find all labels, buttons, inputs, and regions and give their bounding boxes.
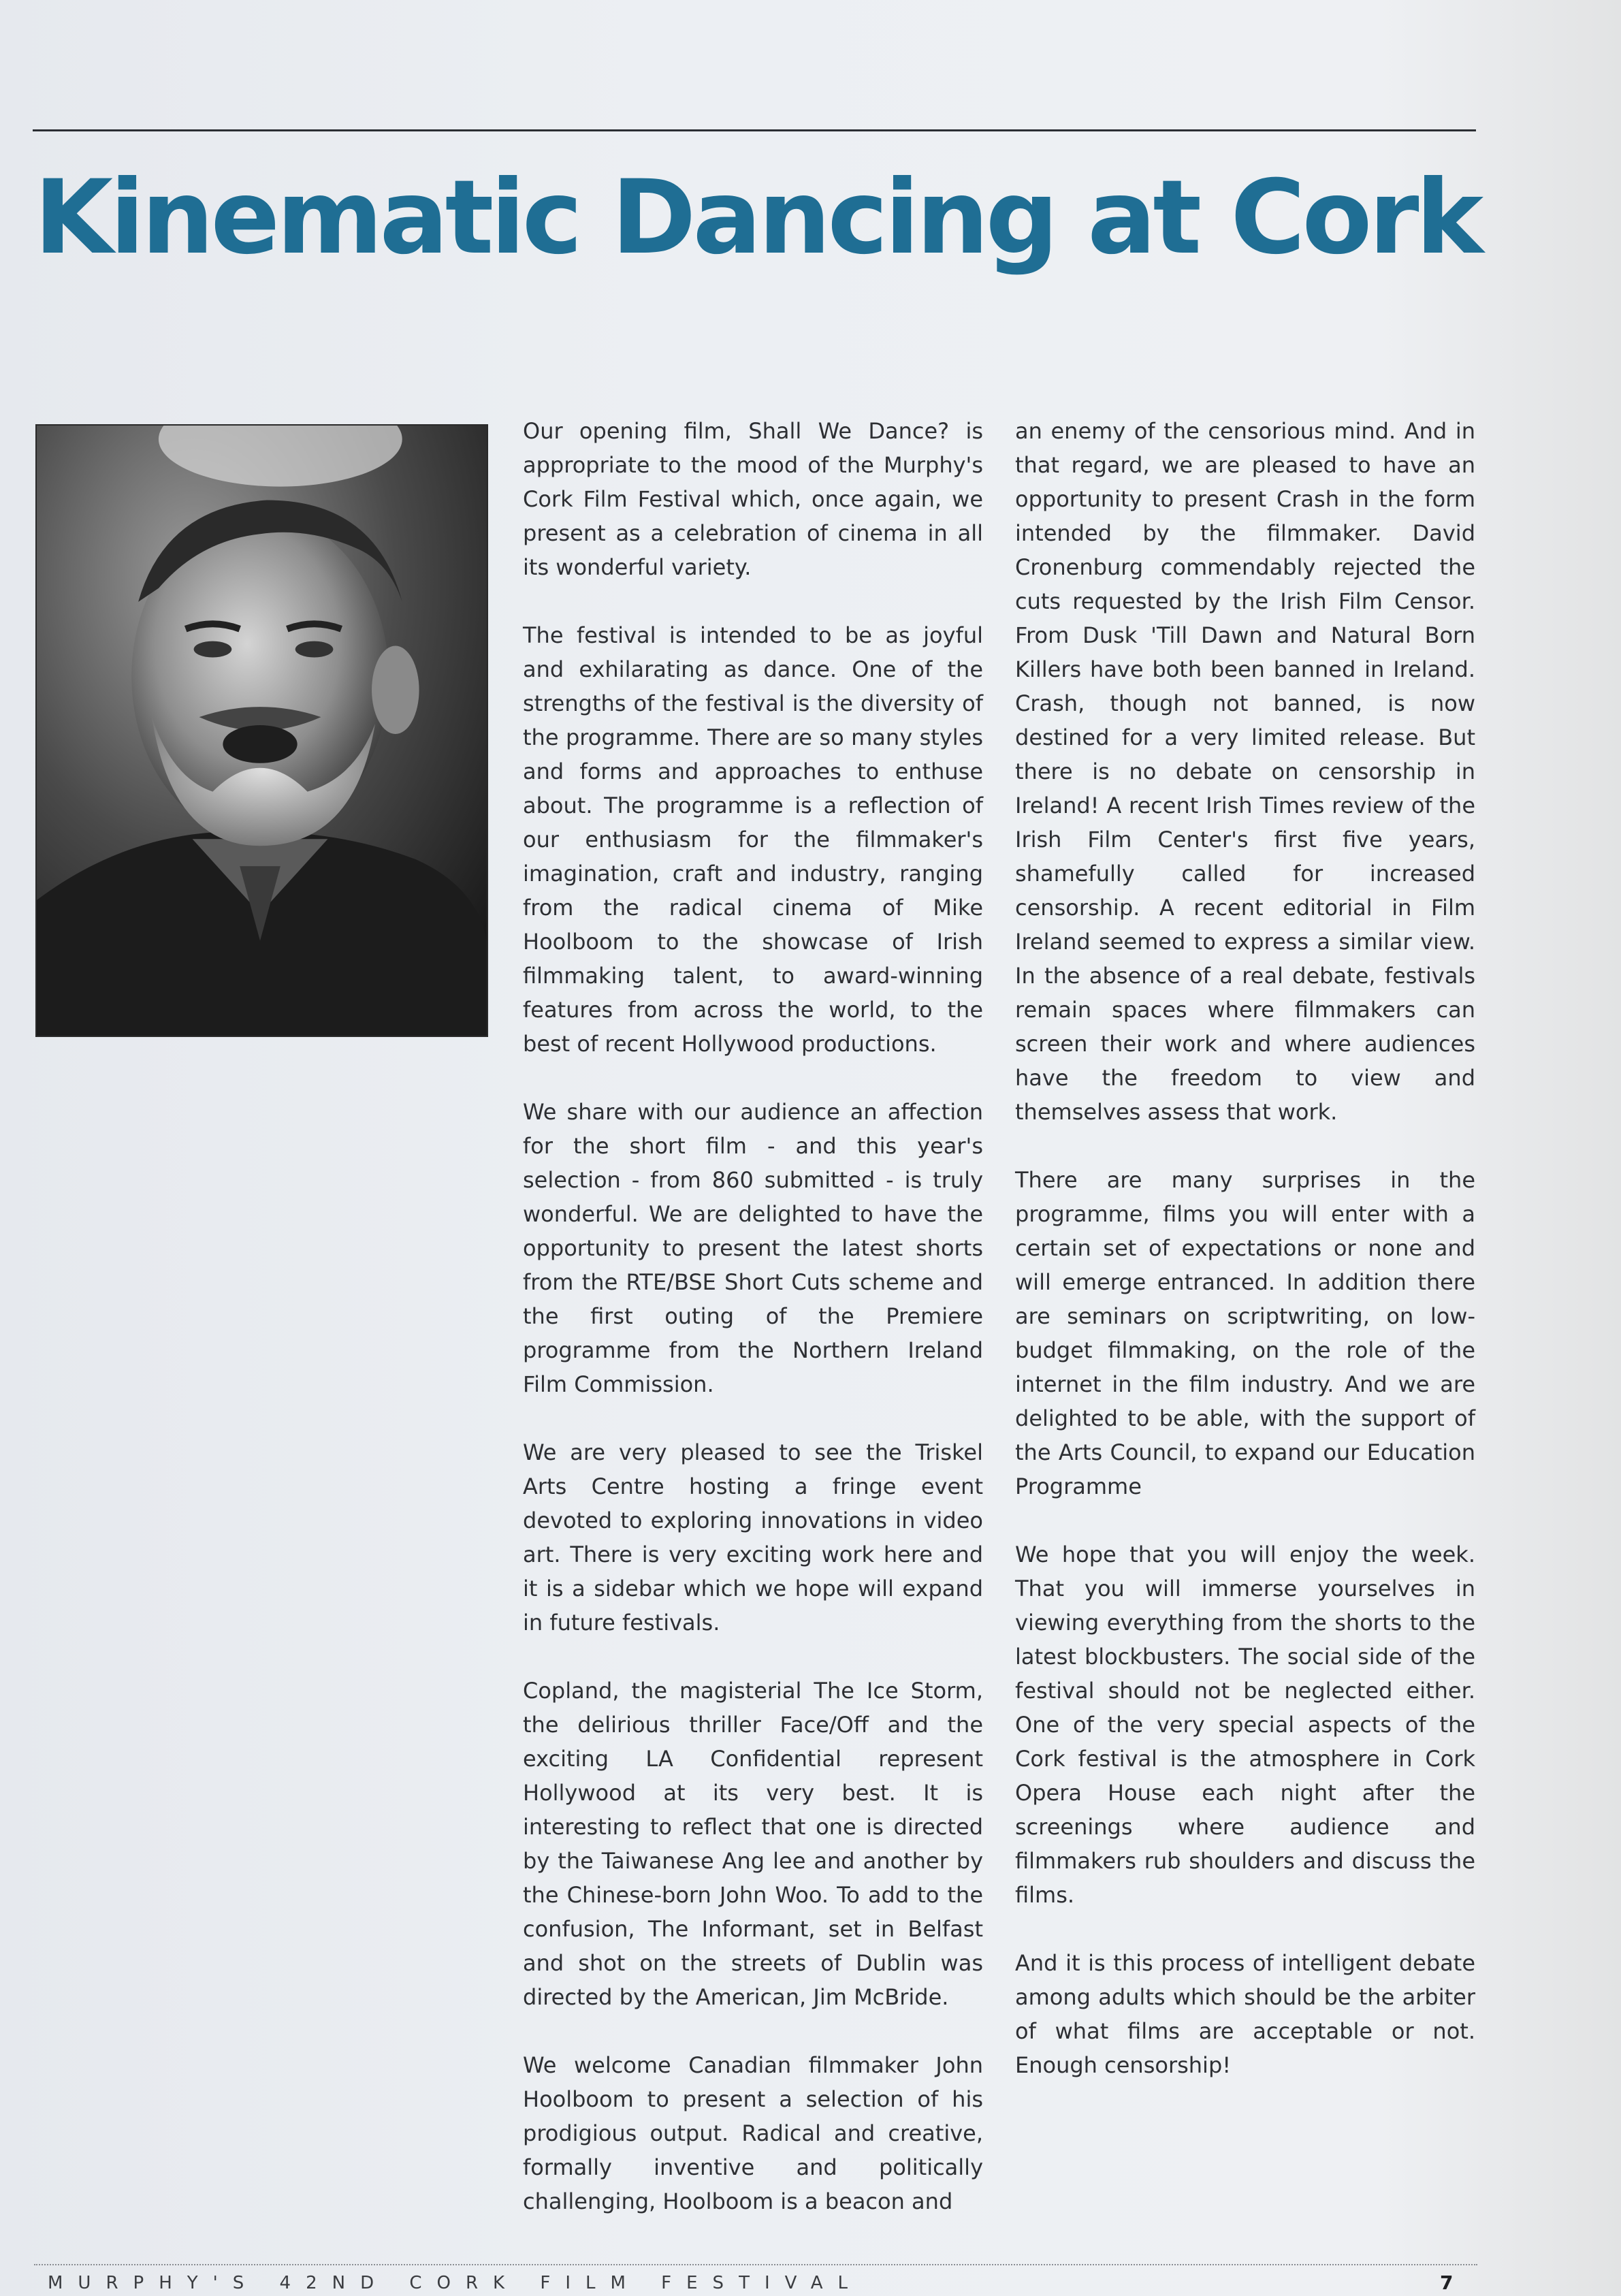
footer-rule xyxy=(34,2264,1477,2265)
paragraph: We hope that you will enjoy the week. That you will immerse yourselves in viewing everything from the shorts to the latest blockbusters. The social side of the festival should not be neglected either. One of the very special aspects of the Cork festival is the atmosphere in Cork Opera House each night after the screenings where audience and filmmakers rub shoulders and discuss the films. xyxy=(1015,1542,1475,1908)
article-column-2 xyxy=(1015,414,1475,2116)
paragraph: We share with our audience an affection for the short film - and this year's selection - from 860 submitted - is truly wonderful. We are delighted to have the opportunity to present the latest shorts from the RTE/BSE Short Cuts scheme and the first outing of the Premiere programme from the Northern Ireland Film Commission. xyxy=(523,1099,983,1397)
article-title: Kinematic Dancing at Cork xyxy=(34,159,1481,277)
paragraph: And it is this process of intelligent debate among adults which should be the arbiter of what films are acceptable or not. Enough censorship! xyxy=(1015,1950,1475,2078)
paragraph: an enemy of the censorious mind. And in that regard, we are pleased to have an opportunity to present Crash in the form intended by the filmmaker. David Cronenburg commendably rejected the cuts requested by the Irish Film Censor. From Dusk 'Till Dawn and Natural Born Killers have both been banned in Ireland. Crash, though not banned, is now destined for a very limited release. But there is no debate on censorship in Ireland! A recent Irish Times review of the Irish Film Center's first five years, shamefully called for increased censorship. A recent editorial in Film Ireland seemed to express a similar view. In the absence of a real debate, festivals remain spaces where filmmakers can screen their work and where audiences have the freedom to view and themselves assess that work. xyxy=(1015,418,1475,1125)
portrait-illustration xyxy=(37,426,487,1036)
paragraph: The festival is intended to be as joyful and exhilarating as dance. One of the strengths of the festival is the diversity of the programme. There are so many styles and forms and approaches to enthuse about. The programme is a reflection of our enthusiasm for the filmmaker's imagination, craft and industry, ranging from the radical cinema of Mike Hoolboom to the showcase of Irish filmmaking talent, to award-winning features from across the world, to the best of recent Hollywood productions. xyxy=(523,622,983,1057)
top-rule xyxy=(33,129,1476,131)
paragraph: We welcome Canadian filmmaker John Hoolboom to present a selection of his prodigious output. Radical and creative, formally inventive and politically challenging, Hoolboom is a beacon and xyxy=(523,2052,983,2214)
paragraph: Our opening film, Shall We Dance? is appropriate to the mood of the Murphy's Cork Film Festival which, once again, we present as a celebration of cinema in all its wonderful variety. xyxy=(523,418,983,580)
paragraph: We are very pleased to see the Triskel Arts Centre hosting a fringe event devoted to exploring innovations in video art. There is very exciting work here and it is a sidebar which we hope will expand in future festivals. xyxy=(523,1439,983,1636)
page-number: 7 xyxy=(1440,2271,1454,2294)
portrait-photo xyxy=(35,424,488,1037)
article-column-1 xyxy=(523,414,983,2252)
paragraph: Copland, the magisterial The Ice Storm, the delirious thriller Face/Off and the exciting LA Confidential represent Hollywood at its very best. It is interesting to reflect that one is directed by the Taiwanese Ang lee and another by the Chinese-born John Woo. To add to the confusion, The Informant, set in Belfast and shot on the streets of Dublin was directed by the American, Jim McBride. xyxy=(523,1678,983,2010)
running-title: MURPHY'S 42ND CORK FILM FESTIVAL xyxy=(48,2273,863,2293)
paragraph: There are many surprises in the programme, films you will enter with a certain set of expectations or none and will emerge entranced. In addition there are seminars on scriptwriting, on low-budget filmmaking, on the role of the internet in the film industry. And we are delighted to be able, with the support of the Arts Council, to expand our Education Programme xyxy=(1015,1167,1475,1499)
